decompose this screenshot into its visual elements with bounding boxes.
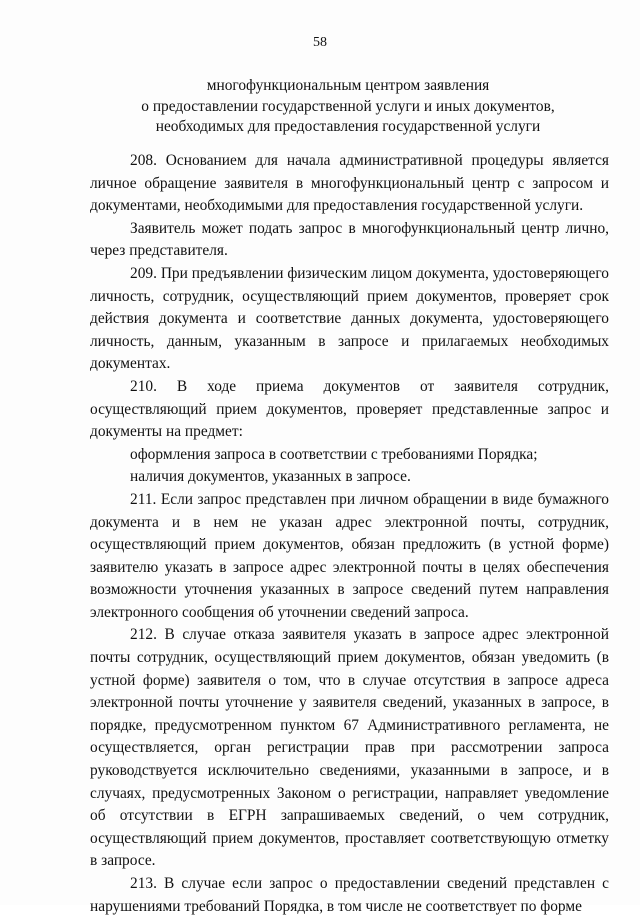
heading-line: необходимых для предоставления государственной услуги — [155, 118, 541, 135]
paragraph-210: 210. В ходе приема документов от заявителя сотрудник, осуществляющий прием документов, проверяет представленные запрос и документы на предмет: — [90, 377, 609, 441]
paragraph-representative: Заявитель может подать запрос в многофункциональный центр лично, через представителя. — [90, 219, 609, 260]
paragraph-211: 211. Если запрос представлен при личном обращении в виде бумажного документа и в нем не указан адрес электронной почты, сотрудник, осуществляющий прием документов, обязан предложить (в устной форме) заявителю указать в запросе адрес электронной почты в целях обеспечения возможности уточнения указанных в запросе сведений путем направления электронного сообщения об уточнении сведений запроса. — [90, 490, 609, 621]
paragraph-210-item: оформления запроса в соответствии с требованиями Порядка; — [130, 445, 538, 463]
page-number: 58 — [313, 35, 327, 50]
heading-line: многофункциональным центром заявления — [206, 77, 490, 94]
paragraph-212: 212. В случае отказа заявителя указать в запросе адрес электронной почты сотрудник, осуществляющий прием документов, обязан уведомить (в устной форме) заявителя о том, что в случае отсутствия в запросе адреса электронной почты уточнение у заявителя сведений, указанных в запросе, в порядке, предусмотренном пунктом 67 Административного регламента, не осуществляется, орган регистрации прав при рассмотрении запроса руководствуется исключительно сведениями, указанными в запросе, и в случаях, предусмотренных Законом о регистрации, направляет уведомление об отсутствии в ЕГРН запрашиваемых сведений, о чем сотрудник, осуществляющий прием документов, проставляет соответствующую отметку в запросе. — [90, 626, 609, 870]
paragraph-208: 208. Основанием для начала административной процедуры является личное обращение заявителя в многофункциональный центр с запросом и документами, необходимыми для предоставления государственной услуги. — [90, 152, 609, 215]
paragraph-210-item: наличия документов, указанных в запросе. — [130, 468, 411, 486]
paragraph-209: 209. При предъявлении физическим лицом документа, удостоверяющего личность, сотрудник, осуществляющий прием документов, проверяет срок действия документа и соответствие данных документа, удостоверяющего личность, данным, указанным в запросе и прилагаемых необходимых документах. — [90, 264, 609, 373]
paragraph-213: 213. В случае если запрос о предоставлении сведений представлен с нарушениями требований Порядка, в том числе не соответствует по форме — [90, 875, 609, 915]
heading-line: о предоставлении государственной услуги и иных документов, — [141, 97, 555, 115]
section-heading — [88, 76, 608, 138]
document-body — [90, 150, 609, 918]
